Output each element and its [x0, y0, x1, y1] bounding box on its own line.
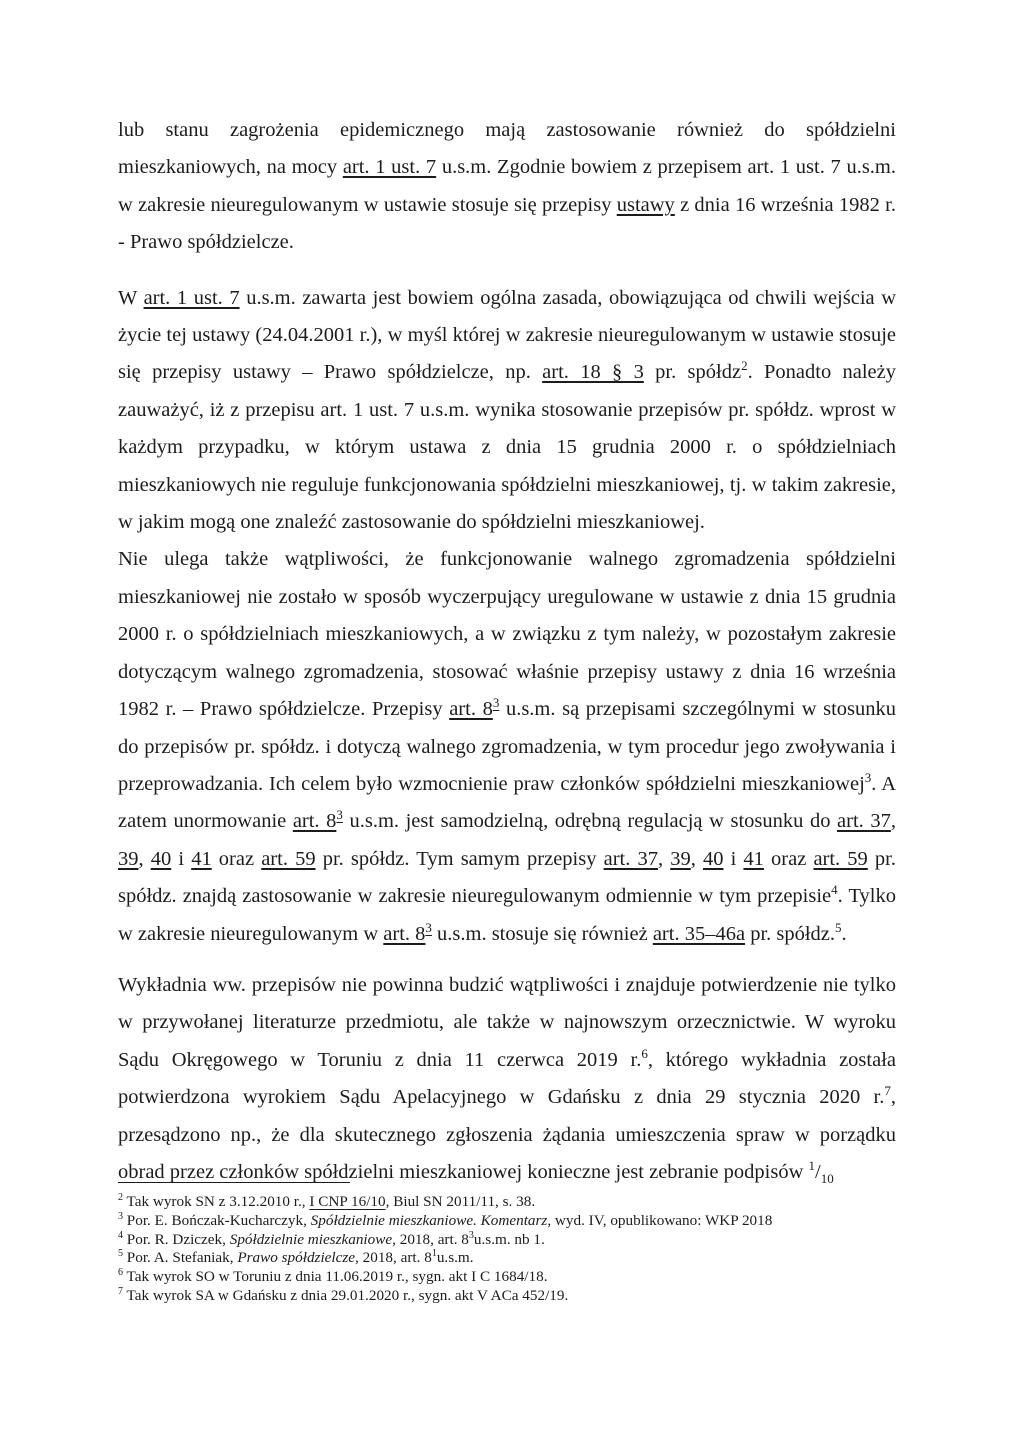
text-run: pr. spółdz [643, 361, 742, 384]
footnote [118, 1231, 898, 1250]
text-run: , 2018, art. 8 [392, 1230, 469, 1248]
legal-reference: art. 8 [449, 698, 493, 721]
superscript: 2 [741, 358, 748, 374]
footnote [118, 1193, 898, 1212]
text-run: i [723, 847, 744, 870]
superscript: 2 [118, 1191, 123, 1203]
text-run: pr. spółdz. znajdą zastosowanie w zakresie nieuregulowanym odmiennie w tym przepisie [118, 847, 897, 908]
paragraph [118, 280, 896, 542]
legal-reference: 41 [743, 847, 764, 870]
legal-reference: art. 8 [292, 810, 337, 833]
superscript: 4 [831, 882, 838, 898]
text-run: Por. A. Stefaniak, [123, 1249, 238, 1267]
legal-reference: art. 37 [837, 810, 891, 833]
text-run: oraz [763, 847, 814, 870]
text-run: , Biul SN 2011/11, s. 38. [385, 1193, 536, 1210]
legal-reference: art. 18 § 3 [542, 361, 644, 384]
text-run: Tak wyrok SA w Gdańsku z dnia 29.01.2020 r., sygn. akt V ACa 452/19. [123, 1286, 569, 1304]
legal-reference: art. 35–46a [652, 922, 746, 945]
text-run: u.s.m. jest samodzielną, odrębną regulacją w stosunku do [342, 810, 838, 833]
text-run: , którego wykładnia została potwierdzona wyrokiem Sądu Apelacyjnego w Gdańsku z dnia 29 stycznia 2020 r. [118, 1048, 896, 1109]
body-text [118, 112, 896, 1191]
footnote [118, 1212, 898, 1231]
subscript: 10 [820, 1171, 834, 1187]
text-run: Nie ulega także wątpliwości, że funkcjonowanie walnego zgromadzenia spółdzielni mieszkaniowej nie zostało w sposób wyczerpujący uregulowane w ustawie z dnia 15 grudnia 2000 r. o spółdzielniach mieszkaniowych, a w związku z tym należy, w pozostałym zakresie dotyczącym walnego zgromadzenia, stosować właśnie przepisy ustawy z dnia 16 września 1982 r. – Prawo spółdzielcze. Przepisy [118, 548, 896, 721]
legal-reference: art. 37 [603, 847, 658, 870]
superscript: 7 [884, 1083, 891, 1099]
legal-reference: art. 59 [261, 847, 316, 870]
text-run: . Ponadto należy zauważyć, iż z przepisu art. 1 ust. 7 u.s.m. wynika stosowanie przepisów pr. spółdz. wprost w każdym przypadku, w którym ustawa z dnia 15 grudnia 2000 r. o spółdzielniach mieszkaniowych nie reguluje funkcjonowania spółdzielni mieszkaniowej, tj. w takim zakresie, w jakim mogą one znaleźć zastosowanie do spółdzielni mieszkaniowej. [118, 361, 896, 534]
legal-reference: 40 [150, 847, 172, 870]
paragraph [118, 112, 896, 262]
footnotes [118, 1193, 898, 1306]
legal-reference: 40 [702, 847, 724, 870]
text-run: , wyd. IV, opublikowano: WKP 2018 [547, 1211, 773, 1229]
text-run: / [815, 1160, 821, 1183]
legal-reference: 39 [670, 847, 691, 870]
text-run: i [171, 847, 192, 870]
text-run: . [841, 922, 847, 945]
legal-reference: 41 [191, 847, 212, 870]
text-run: , 2018, art. 8 [355, 1249, 432, 1267]
superscript: 7 [118, 1285, 123, 1297]
text-run: Wykładnia ww. przepisów nie powinna budzić wątpliwości i znajduje potwierdzenie nie tylko w przywołanej literaturze przedmiotu, ale także w najnowszym orzecznictwie. W wyroku Sądu Okręgowego w Toruniu z dnia 11 czerwca 2019 r. [118, 973, 896, 1071]
footnote [118, 1249, 898, 1268]
legal-reference: 39 [118, 847, 139, 870]
text-run: . Tylko w zakresie nieuregulowanym w [118, 885, 897, 945]
legal-reference: ustawy [616, 193, 675, 216]
text-run: z dnia 16 września 1982 r. - Prawo spółdzielcze. [118, 193, 896, 254]
legal-reference: art. 1 ust. 7 [143, 286, 240, 309]
text-run: Por. E. Bończak-Kucharczyk, [123, 1211, 311, 1229]
text-run: Tak wyrok SN z 3.12.2010 r., [123, 1193, 310, 1210]
superscript: 3 [336, 807, 343, 823]
text-run: , [657, 847, 671, 870]
legal-reference: I CNP 16/10 [309, 1193, 386, 1210]
paragraph [118, 967, 896, 1191]
superscript: 5 [118, 1248, 123, 1260]
superscript: 6 [118, 1267, 123, 1279]
text-run: Tak wyrok SO w Toruniu z dnia 11.06.2019 r., sygn. akt I C 1684/18. [123, 1268, 548, 1286]
italic-title: Spółdzielnie mieszkaniowe. Komentarz [310, 1211, 548, 1229]
text-run: u.s.m. nb 1. [473, 1230, 545, 1248]
superscript: 3 [468, 1229, 474, 1241]
text-run: lub stanu zagrożenia epidemicznego mają zastosowanie również do spółdzielni mieszkaniowych, na mocy [118, 119, 896, 179]
superscript: 5 [835, 919, 842, 935]
italic-title: Prawo spółdzielcze [237, 1249, 356, 1267]
footnote [118, 1268, 898, 1287]
legal-reference: art. 59 [813, 847, 868, 870]
footnote [118, 1287, 898, 1306]
text-run: u.s.m. stosuje się również [431, 922, 653, 945]
superscript: 4 [118, 1229, 123, 1241]
superscript: 1 [808, 1158, 815, 1174]
italic-title: Spółdzielnie mieszkaniowe [229, 1230, 393, 1248]
text-run: . A zatem unormowanie [118, 772, 896, 833]
text-run: , [890, 810, 896, 833]
superscript: 1 [431, 1248, 437, 1260]
text-run: pr. spółdz. Tym samym przepisy [315, 847, 604, 870]
text-run: u.s.m. zawarta jest bowiem ogólna zasada, obowiązująca od chwili wejścia w życie tej ustawy (24.04.2001 r.), w myśl której w zakresie nieuregulowanym w ustawie stosuje się przepisy ustawy – Prawo spółdzielcze, np. [118, 286, 897, 384]
legal-reference: art. 1 ust. 7 [342, 156, 437, 179]
text-run: , przesądzono np., że dla skutecznego zgłoszenia żądania umieszczenia spraw w porządku obrad przez członków spółdzielni mieszkaniowej konieczne jest zebranie podpisów [118, 1086, 896, 1183]
superscript: 6 [641, 1045, 648, 1061]
text-run: , [690, 847, 703, 870]
text-run: pr. spółdz. [745, 922, 836, 945]
superscript: 3 [425, 919, 432, 935]
text-run: u.s.m. Zgodnie bowiem z przepisem art. 1 ust. 7 u.s.m. w zakresie nieuregulowanym w ustawie stosuje się przepisy [118, 156, 896, 216]
paragraph [118, 541, 896, 952]
text-run: u.s.m. są przepisami szczególnymi w stosunku do przepisów pr. spółdz. i dotyczą walnego zgromadzenia, w tym procedur jego zwoływania i przeprowadzania. Ich celem było wzmocnienie praw członków spółdzielni mieszkaniowej [118, 698, 897, 795]
legal-reference: art. 8 [383, 922, 426, 945]
superscript: 3 [864, 770, 872, 786]
text-run: Por. R. Dziczek, [123, 1230, 230, 1248]
text-run: oraz [211, 847, 262, 870]
superscript: 3 [492, 695, 500, 711]
text-run: , [138, 847, 151, 870]
text-run: W [118, 286, 144, 309]
superscript: 3 [118, 1210, 123, 1222]
text-run: u.s.m. [436, 1249, 474, 1267]
footnote-separator [118, 1182, 350, 1183]
